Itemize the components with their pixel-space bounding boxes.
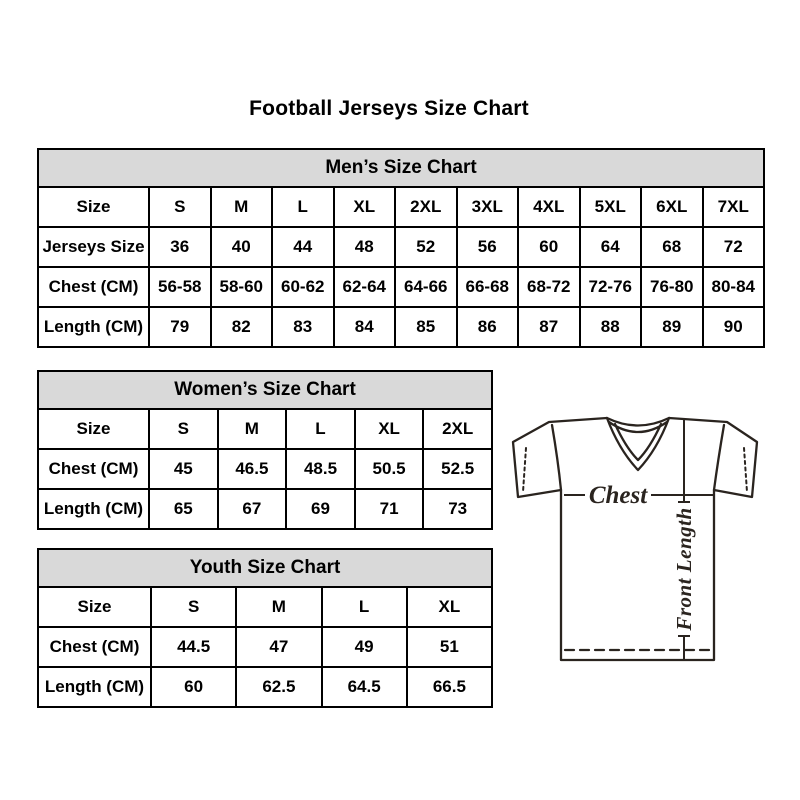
table-cell: 50.5 (355, 449, 424, 489)
table-row (38, 267, 764, 307)
table-cell: 89 (641, 307, 703, 347)
table-cell: 56-58 (149, 267, 211, 307)
table-row (38, 409, 492, 449)
table-cell: 69 (286, 489, 355, 529)
table-cell: 62.5 (236, 667, 321, 707)
table-cell: 48 (334, 227, 396, 267)
table-cell: 72-76 (580, 267, 642, 307)
row-label: Size (38, 187, 149, 227)
chart-header: Women’s Size Chart (38, 371, 492, 409)
table-cell: 64.5 (322, 667, 407, 707)
row-label: Length (CM) (38, 667, 151, 707)
table-cell: 40 (211, 227, 273, 267)
table-row (38, 449, 492, 489)
chest-label: Chest (588, 482, 648, 509)
table-cell: 86 (457, 307, 519, 347)
chart-header-row (38, 549, 492, 587)
table-cell: 2XL (395, 187, 457, 227)
table-cell: 5XL (580, 187, 642, 227)
right-cuff-stitch-dashes (744, 448, 747, 492)
table-row (38, 307, 764, 347)
table-cell: 73 (423, 489, 492, 529)
table-cell: S (149, 409, 218, 449)
table-cell: S (151, 587, 236, 627)
table-cell: 66.5 (407, 667, 492, 707)
table-cell: 60 (518, 227, 580, 267)
table-cell: 48.5 (286, 449, 355, 489)
table-cell: 51 (407, 627, 492, 667)
row-label: Length (CM) (38, 489, 149, 529)
chart-header: Men’s Size Chart (38, 149, 764, 187)
table-cell: 46.5 (218, 449, 287, 489)
table-cell: 3XL (457, 187, 519, 227)
table-cell: 68-72 (518, 267, 580, 307)
row-label: Chest (CM) (38, 627, 151, 667)
row-label: Jerseys Size (38, 227, 149, 267)
size-table (37, 548, 493, 708)
table-cell: 60 (151, 667, 236, 707)
table-cell: 80-84 (703, 267, 765, 307)
jersey-measurement-diagram (495, 398, 775, 678)
womens-size-table (37, 370, 493, 530)
chart-header-row (38, 149, 764, 187)
table-cell: 66-68 (457, 267, 519, 307)
chart-header-row (38, 371, 492, 409)
table-cell: 58-60 (211, 267, 273, 307)
table-cell: 44.5 (151, 627, 236, 667)
table-cell: 2XL (423, 409, 492, 449)
table-cell: 52.5 (423, 449, 492, 489)
table-cell: 62-64 (334, 267, 396, 307)
table-cell: 52 (395, 227, 457, 267)
table-cell: 85 (395, 307, 457, 347)
table-row (38, 187, 764, 227)
table-cell: 67 (218, 489, 287, 529)
table-cell: 64-66 (395, 267, 457, 307)
table-cell: 6XL (641, 187, 703, 227)
table-cell: 84 (334, 307, 396, 347)
table-cell: M (218, 409, 287, 449)
size-table (37, 370, 493, 530)
row-label: Size (38, 409, 149, 449)
table-cell: 82 (211, 307, 273, 347)
right-armhole-seam (714, 425, 724, 490)
youth-size-table (37, 548, 493, 708)
table-cell: 45 (149, 449, 218, 489)
table-cell: 64 (580, 227, 642, 267)
table-cell: 83 (272, 307, 334, 347)
table-cell: L (322, 587, 407, 627)
table-cell: 72 (703, 227, 765, 267)
front-length-label: Front Length (672, 507, 696, 631)
table-cell: S (149, 187, 211, 227)
row-label: Chest (CM) (38, 267, 149, 307)
chart-header: Youth Size Chart (38, 549, 492, 587)
row-label: Chest (CM) (38, 449, 149, 489)
row-label: Size (38, 587, 151, 627)
table-row (38, 667, 492, 707)
jersey-diagram-svg (495, 398, 775, 678)
table-cell: 4XL (518, 187, 580, 227)
table-cell: M (211, 187, 273, 227)
table-cell: XL (407, 587, 492, 627)
table-cell: 88 (580, 307, 642, 347)
table-cell: 60-62 (272, 267, 334, 307)
table-cell: 44 (272, 227, 334, 267)
jersey-outline (513, 418, 757, 660)
table-cell: 71 (355, 489, 424, 529)
table-row (38, 627, 492, 667)
size-table (37, 148, 765, 348)
mens-size-table (37, 148, 765, 348)
table-cell: L (286, 409, 355, 449)
table-cell: 65 (149, 489, 218, 529)
left-cuff-stitch-dashes (523, 448, 526, 492)
left-armhole-seam (552, 425, 561, 490)
table-cell: XL (355, 409, 424, 449)
table-row (38, 227, 764, 267)
table-cell: 56 (457, 227, 519, 267)
table-cell: XL (334, 187, 396, 227)
table-cell: 76-80 (641, 267, 703, 307)
table-cell: 7XL (703, 187, 765, 227)
table-cell: 49 (322, 627, 407, 667)
table-cell: 47 (236, 627, 321, 667)
table-cell: 87 (518, 307, 580, 347)
table-cell: 90 (703, 307, 765, 347)
table-row (38, 587, 492, 627)
table-cell: 68 (641, 227, 703, 267)
table-cell: L (272, 187, 334, 227)
table-cell: 36 (149, 227, 211, 267)
table-row (38, 489, 492, 529)
page-title: Football Jerseys Size Chart (249, 97, 529, 120)
table-cell: 79 (149, 307, 211, 347)
table-cell: M (236, 587, 321, 627)
row-label: Length (CM) (38, 307, 149, 347)
